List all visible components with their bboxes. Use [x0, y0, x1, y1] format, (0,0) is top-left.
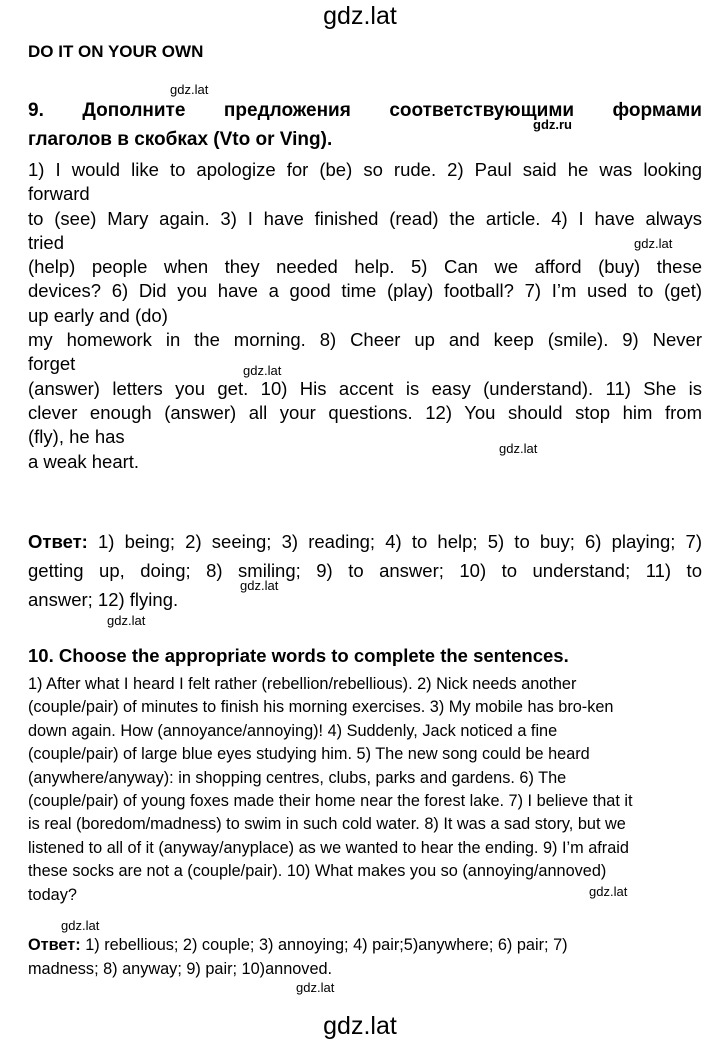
answer-line	[28, 527, 702, 556]
exercise-10-text	[28, 673, 708, 907]
answer-label: Ответ:	[28, 531, 88, 552]
text-line: 1) I would like to apologize for (be) so rude. 2) Paul said he was looking	[28, 159, 702, 180]
answer-line: answer; 12) flying.	[28, 589, 179, 610]
text-line: up early and (do)	[28, 304, 168, 326]
answer-line	[28, 933, 708, 957]
text-line: 1) After what I heard I felt rather (rebellion/rebellious). 2) Nick needs another	[28, 675, 577, 693]
text-line: down again. How (annoyance/annoying)! 4) Suddenly, Jack noticed a fine	[28, 721, 558, 740]
watermark: gdz.lat	[296, 980, 335, 995]
exercise-9-title-line-2: глаголов в скобках (Vto or Ving).	[28, 129, 333, 150]
exercise-9-title-line-1: 9. Дополните предложения соответствующими формами	[28, 100, 702, 121]
text-line: listened to all of it (anyway/anyplace) as we wanted to hear the ending. 9) I’m afraid	[28, 838, 629, 857]
text-line: today?	[28, 885, 77, 904]
exercise-10-title: 10. Choose the appropriate words to complete the sentences.	[28, 645, 569, 666]
text-line: (help) people when they needed help. 5) Can we afford (buy) these	[28, 256, 702, 278]
watermark: gdz.lat	[170, 82, 209, 97]
answer-label: Ответ:	[28, 936, 81, 954]
answer-text: 1) rebellious; 2) couple; 3) annoying; 4) pair;5)anywhere; 6) pair; 7)	[80, 936, 568, 954]
text-line: clever enough (answer) all your questions. 12) You should stop him from	[28, 401, 702, 423]
exercise-9-answer	[28, 527, 702, 614]
exercise-10-answer	[28, 933, 708, 981]
text-line: forget	[28, 353, 76, 375]
text-line: (answer) letters you get. 10) His accent is easy (understand). 11) She is	[28, 377, 702, 399]
watermark: gdz.lat	[61, 918, 100, 933]
watermark: gdz.lat	[634, 236, 673, 251]
watermark: gdz.lat	[107, 613, 146, 628]
text-line: is real (boredom/madness) to swim in such cold water. 8) It was a sad story, but we	[28, 815, 626, 834]
text-line: (fly), he has	[28, 426, 125, 448]
text-line: (couple/pair) of young foxes made their home near the forest lake. 7) I believe that it	[28, 792, 633, 811]
answer-line: getting up, doing; 8) smiling; 9) to answer; 10) to understand; 11) to	[28, 560, 702, 581]
text-line: devices? 6) Did you have a good time (play) football? 7) I’m used to (get)	[28, 280, 702, 302]
text-line: my homework in the morning. 8) Cheer up and keep (smile). 9) Never	[28, 329, 702, 351]
watermark: gdz.lat	[240, 578, 279, 593]
exercise-9-title	[28, 96, 702, 154]
text-line: (couple/pair) of minutes to finish his morning exercises. 3) My mobile has bro-ken	[28, 698, 614, 717]
site-brand-bottom: gdz.lat	[323, 1012, 397, 1040]
exercise-9-text	[28, 158, 702, 474]
watermark: gdz.lat	[499, 441, 538, 456]
watermark: gdz.lat	[589, 884, 628, 899]
text-line: (couple/pair) of large blue eyes studying him. 5) The new song could be heard	[28, 745, 590, 764]
text-line: to (see) Mary again. 3) I have finished (read) the article. 4) I have always	[28, 207, 702, 229]
text-line: these socks are not a (couple/pair). 10) What makes you so (annoying/annoved)	[28, 862, 607, 881]
text-line: (anywhere/anyway): in shopping centres, clubs, parks and gardens. 6) The	[28, 768, 567, 787]
text-line: forward	[28, 183, 90, 205]
answer-text: 1) being; 2) seeing; 3) reading; 4) to help; 5) to buy; 6) playing; 7)	[87, 531, 702, 552]
text-line: tried	[28, 231, 64, 253]
answer-line: madness; 8) anyway; 9) pair; 10)annoved.	[28, 960, 333, 978]
watermark: gdz.lat	[243, 363, 282, 378]
text-line: a weak heart.	[28, 450, 140, 472]
site-brand-top: gdz.lat	[323, 2, 397, 30]
section-title: DO IT ON YOUR OWN	[28, 42, 204, 61]
watermark: gdz.ru	[533, 117, 572, 132]
